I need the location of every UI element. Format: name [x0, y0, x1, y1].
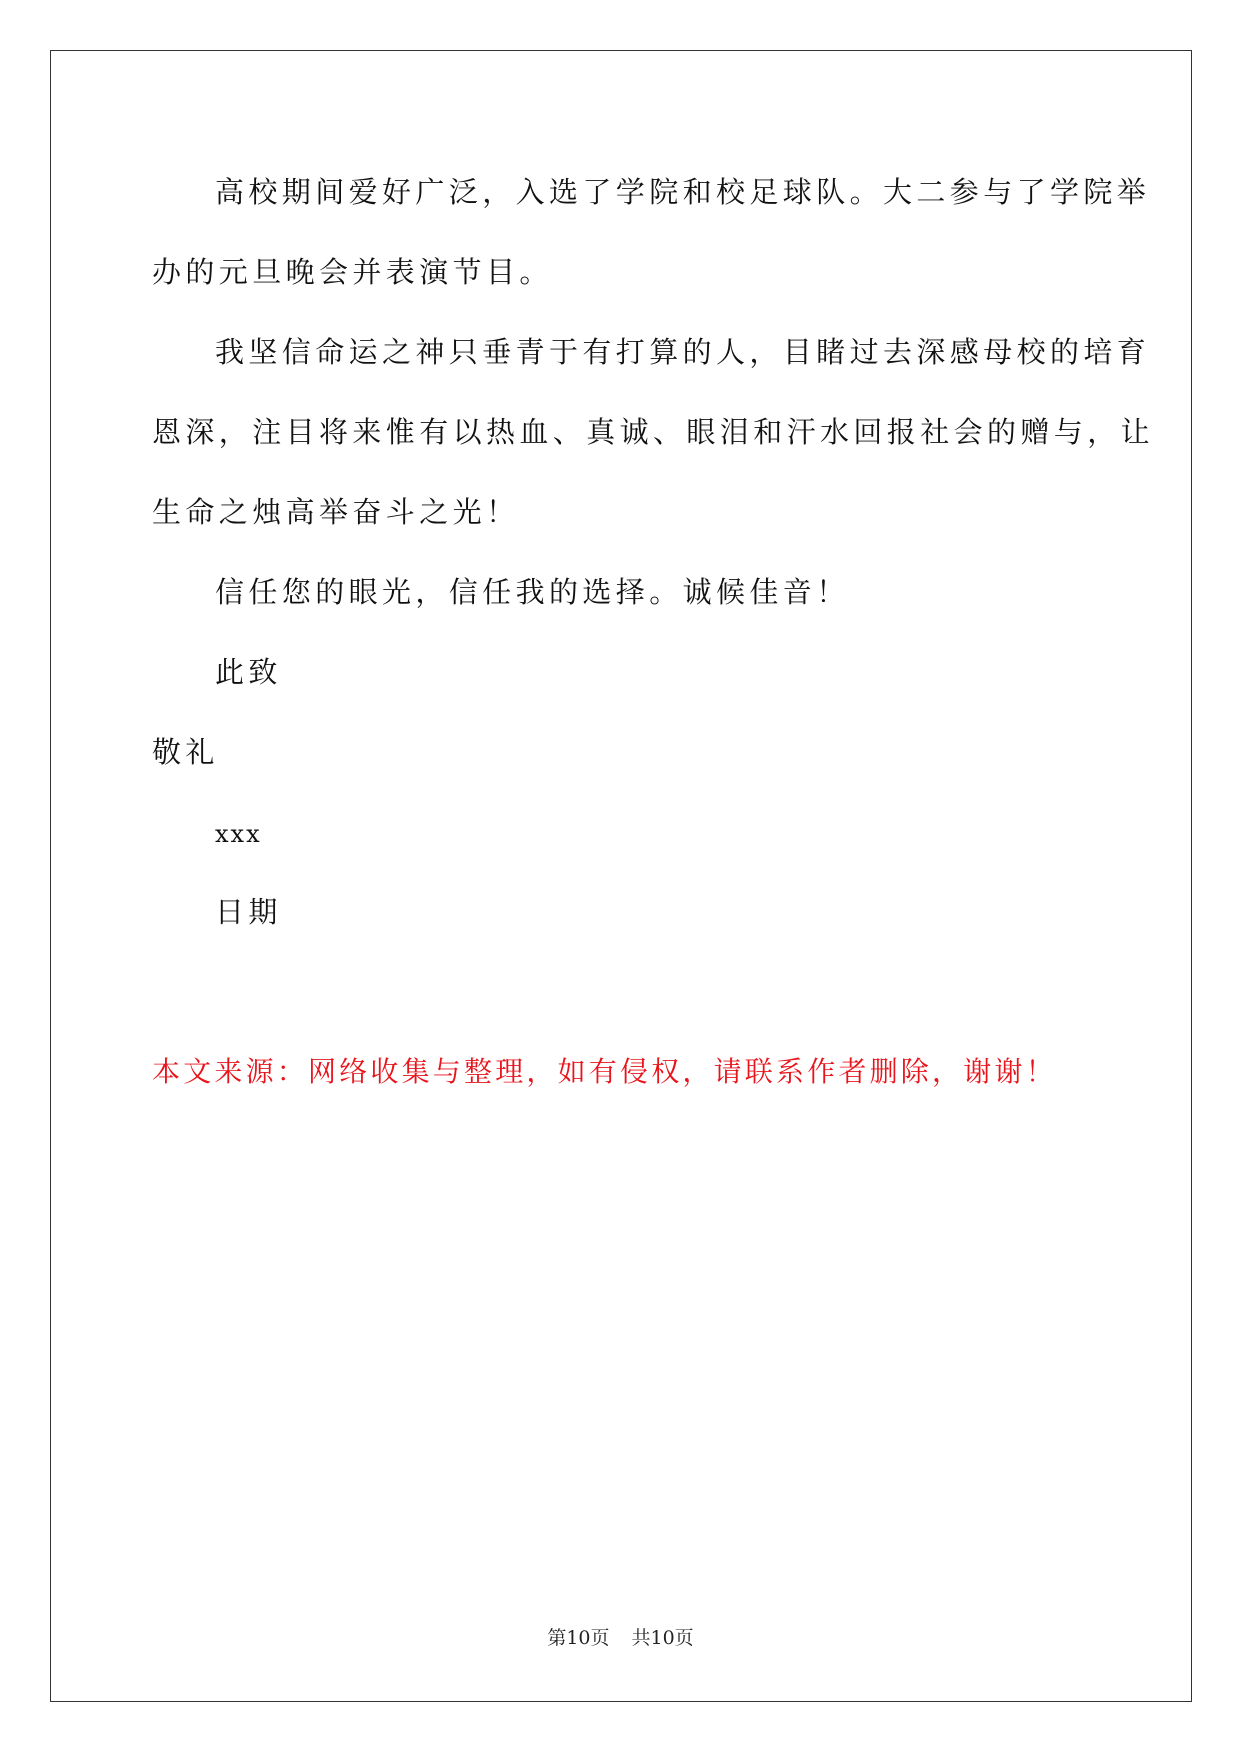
page-border: [50, 50, 1192, 1702]
source-notice: 本文来源：网络收集与整理，如有侵权，请联系作者删除，谢谢！: [152, 1055, 1057, 1088]
closing-text: 此致: [215, 655, 282, 689]
salutation-text: 敬礼: [152, 735, 219, 769]
page-current: 第10页: [547, 1627, 610, 1649]
body-line-2: 办的元旦晚会并表演节目。: [152, 255, 553, 289]
body-line-1: 高校期间爱好广泛，入选了学院和校足球队。大二参与了学院举: [215, 175, 1151, 209]
body-line-6: 信任您的眼光，信任我的选择。诚候佳音！: [215, 575, 850, 609]
body-line-3: 我坚信命运之神只垂青于有打算的人，目睹过去深感母校的培育: [215, 335, 1151, 369]
page-total: 共10页: [631, 1627, 694, 1649]
body-line-4: 恩深，注目将来惟有以热血、真诚、眼泪和汗水回报社会的赠与，让: [152, 415, 1155, 449]
page-footer: [0, 1626, 1241, 1650]
body-line-5: 生命之烛高举奋斗之光！: [152, 495, 520, 529]
date-label: 日期: [215, 895, 282, 929]
signer-name: xxx: [215, 820, 262, 848]
